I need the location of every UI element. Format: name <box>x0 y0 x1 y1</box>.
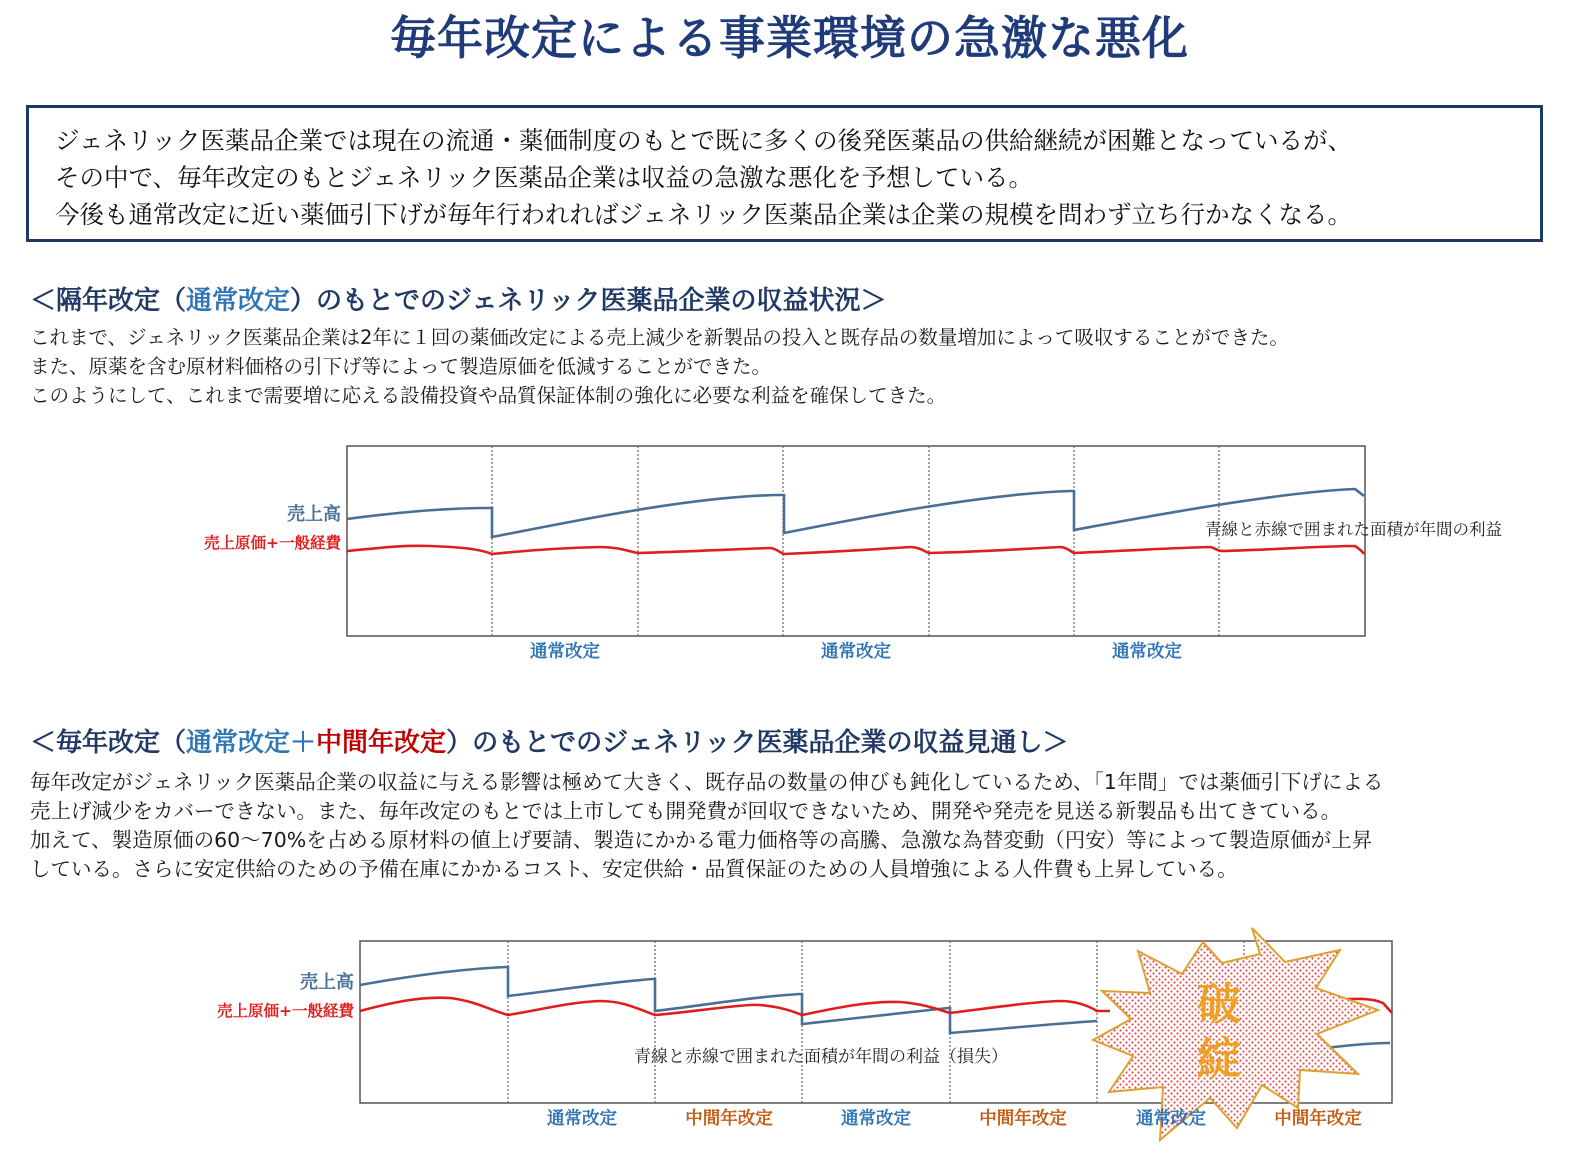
heading-plus: ＋ <box>290 728 317 758</box>
heading-regular-revision: 通常改定 <box>186 728 291 758</box>
summary-line: 今後も通常改定に近い薬価引下げが毎年行われればジェネリック医薬品企業は企業の規模を問わず立ち行かなくなる。 <box>55 200 1353 229</box>
heading-midyear-revision: 中間年改定 <box>316 728 447 758</box>
chart2-sales-label: 売上高 <box>300 972 354 993</box>
chart1-revision-label: 通常改定 <box>821 642 891 662</box>
chart1-diagram <box>204 446 1502 662</box>
chart2-sales-line <box>360 967 1097 1033</box>
body-line: 売上げ減少をカバーできない。また、毎年改定のもとでは上市しても開発費が回収できないため、開発や発売を見送る新製品も出てきている。 <box>30 799 1342 823</box>
chart2-revision-label-regular: 通常改定 <box>841 1109 911 1129</box>
heading-part: ＜隔年改定（ <box>30 286 187 316</box>
chart2-revision-label-midyear: 中間年改定 <box>1274 1109 1362 1129</box>
chart1-profit-note: 青線と赤線で囲まれた面積が年間の利益 <box>1205 520 1502 539</box>
page-title: 毎年改定による事業環境の急激な悪化 <box>390 11 1189 65</box>
heading-part: ）のもとでのジェネリック医薬品企業の収益状況＞ <box>290 286 887 316</box>
chart2-cost-label: 売上原価+一般経費 <box>217 1002 354 1020</box>
chart2-revision-label-regular: 通常改定 <box>1136 1109 1206 1129</box>
chart2-diagram <box>217 928 1392 1140</box>
summary-line: その中で、毎年改定のもとジェネリック医薬品企業は収益の急激な悪化を予想している。 <box>55 163 1034 192</box>
chart1-sales-label: 売上高 <box>287 504 341 525</box>
chart2-revision-label-midyear: 中間年改定 <box>685 1109 773 1129</box>
body-line: 加えて、製造原価の60～70%を占める原材料の値上げ要請、製造にかかる電力価格等の高騰、急激な為替変動（円安）等によって製造原価が上昇 <box>30 828 1373 852</box>
chart2-revision-label-regular: 通常改定 <box>547 1109 617 1129</box>
heading-part: ＜毎年改定（ <box>30 728 187 758</box>
body-line: これまで、ジェネリック医薬品企業は2年に１回の薬価改定による売上減少を新製品の投入と既存品の数量増加によって吸収することができた。 <box>30 326 1289 349</box>
heading-part: ）のもとでのジェネリック医薬品企業の収益見通し＞ <box>446 728 1069 758</box>
chart1-revision-label: 通常改定 <box>530 642 600 662</box>
body-line: また、原薬を含む原材料価格の引下げ等によって製造原価を低減することができた。 <box>30 355 772 378</box>
chart2-loss-note: 青線と赤線で囲まれた面積が年間の利益（損失） <box>634 1047 1008 1067</box>
collapse-char-1: 破 <box>1197 979 1241 1030</box>
chart1-cost-label: 売上原価+一般経費 <box>204 534 341 552</box>
chart1-revision-label: 通常改定 <box>1112 642 1182 662</box>
heading-regular-revision: 通常改定 <box>186 286 291 316</box>
body-line: している。さらに安定供給のための予備在庫にかかるコスト、安定供給・品質保証のための人員増強による人件費も上昇している。 <box>30 857 1238 881</box>
chart1-cost-line <box>347 546 1364 554</box>
body-line: このようにして、これまで需要増に応える設備投資や品質保証体制の強化に必要な利益を確保してきた。 <box>30 384 947 407</box>
collapse-char-2: 綻 <box>1197 1034 1241 1085</box>
body-line: 毎年改定がジェネリック医薬品企業の収益に与える影響は極めて大きく、既存品の数量の伸びも鈍化しているため、「1年間」では薬価引下げによる <box>30 770 1384 794</box>
summary-line: ジェネリック医薬品企業では現在の流通・薬価制度のもとで既に多くの後発医薬品の供給継続が困難となっているが、 <box>55 126 1353 155</box>
chart1-gridlines <box>492 446 1219 636</box>
chart1-frame <box>347 446 1365 636</box>
chart2-revision-label-midyear: 中間年改定 <box>979 1109 1067 1129</box>
